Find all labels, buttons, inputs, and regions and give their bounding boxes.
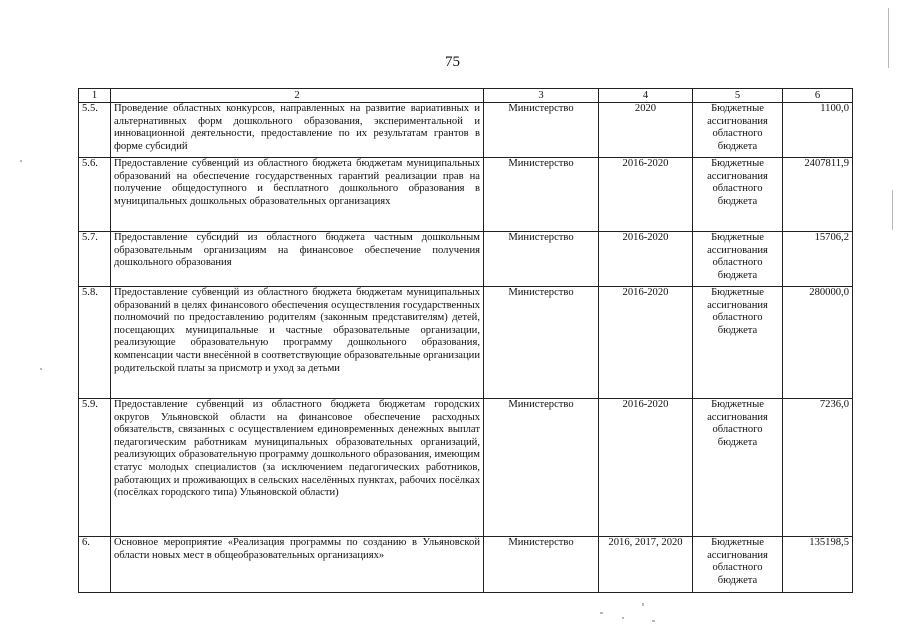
item-executor: Министерство: [484, 287, 599, 399]
column-header: 1: [79, 89, 111, 103]
item-number: 6.: [79, 537, 111, 593]
item-years: 2020: [599, 103, 693, 158]
table-row: [79, 158, 853, 232]
item-description: Основное мероприятие «Реализация программы по созданию в Ульяновской области новых мест в общеобразовательных организациях»: [111, 537, 484, 593]
item-number: 5.9.: [79, 399, 111, 537]
item-amount: 280000,0: [783, 287, 853, 399]
scan-mark: [892, 190, 893, 230]
item-executor: Министерство: [484, 232, 599, 287]
item-description: Предоставление субвенций из областного бюджета бюджетам муниципальных образований в целях финансового обеспечения осуществления государственных полномочий по предоставлению родителям (законным представителям) детей, посещающих муниципальные и частные образовательные организации, реализующие образовательную программу дошкольного образования, компенсации части внесённой в соответствующие образовательные организации родительской платы за присмотр и уход за детьми: [111, 287, 484, 399]
item-executor: Министерство: [484, 399, 599, 537]
column-header: 5: [693, 89, 783, 103]
item-years: 2016, 2017, 2020: [599, 537, 693, 593]
column-header: 4: [599, 89, 693, 103]
item-amount: 135198,5: [783, 537, 853, 593]
scan-mark: [20, 160, 22, 162]
item-funding-source: Бюджетные ассигнования областного бюджета: [693, 537, 783, 593]
item-funding-source: Бюджетные ассигнования областного бюджета: [693, 103, 783, 158]
item-description: Предоставление субвенций из областного бюджета бюджетам городских округов Ульяновской области на финансовое обеспечение расходных обязательств, связанных с осуществлением единовременных денежных выплат педагогическим работникам муниципальных образовательных организаций, реализующих образовательную программу дошкольного образования, имеющим статус молодых специалистов (за исключением педагогических работников, работающих и проживающих в сельских населённых пунктах, рабочих посёлках (посёлках городского типа) Ульяновской области): [111, 399, 484, 537]
item-executor: Министерство: [484, 103, 599, 158]
item-number: 5.7.: [79, 232, 111, 287]
page-number: 75: [445, 54, 460, 70]
item-funding-source: Бюджетные ассигнования областного бюджета: [693, 287, 783, 399]
item-amount: 2407811,9: [783, 158, 853, 232]
item-funding-source: Бюджетные ассигнования областного бюджета: [693, 232, 783, 287]
item-funding-source: Бюджетные ассигнования областного бюджета: [693, 399, 783, 537]
table-row: [79, 537, 853, 593]
column-header: 6: [783, 89, 853, 103]
item-description: Предоставление субвенций из областного бюджета бюджетам муниципальных образований на обеспечение государственных гарантий реализации прав на получение общедоступного и бесплатного дошкольного образования в муниципальных дошкольных образовательных организациях: [111, 158, 484, 232]
scan-mark: [600, 612, 603, 614]
column-header: 3: [484, 89, 599, 103]
item-amount: 7236,0: [783, 399, 853, 537]
item-years: 2016-2020: [599, 287, 693, 399]
scan-mark: [40, 368, 42, 370]
item-executor: Министерство: [484, 537, 599, 593]
item-executor: Министерство: [484, 158, 599, 232]
item-description: Проведение областных конкурсов, направленных на развитие вариативных и альтернативных форм дошкольного образования, экспериментальной и инновационной деятельности, предоставление по их результатам грантов в форме субсидий: [111, 103, 484, 158]
item-years: 2016-2020: [599, 232, 693, 287]
item-years: 2016-2020: [599, 399, 693, 537]
column-header: 2: [111, 89, 484, 103]
table-row: [79, 103, 853, 158]
scan-mark: [888, 8, 889, 68]
item-amount: 1100,0: [783, 103, 853, 158]
item-description: Предоставление субсидий из областного бюджета частным дошкольным образовательным организациям на финансовое обеспечение получения дошкольного образования: [111, 232, 484, 287]
table-row: [79, 287, 853, 399]
item-funding-source: Бюджетные ассигнования областного бюджета: [693, 158, 783, 232]
item-years: 2016-2020: [599, 158, 693, 232]
item-number: 5.6.: [79, 158, 111, 232]
item-number: 5.5.: [79, 103, 111, 158]
table-row: [79, 232, 853, 287]
program-table: [78, 88, 853, 593]
table-header-row: [79, 89, 853, 103]
item-amount: 15706,2: [783, 232, 853, 287]
scan-mark: [642, 603, 644, 606]
scan-mark: [652, 620, 655, 622]
scan-mark: [622, 617, 624, 619]
table-row: [79, 399, 853, 537]
item-number: 5.8.: [79, 287, 111, 399]
